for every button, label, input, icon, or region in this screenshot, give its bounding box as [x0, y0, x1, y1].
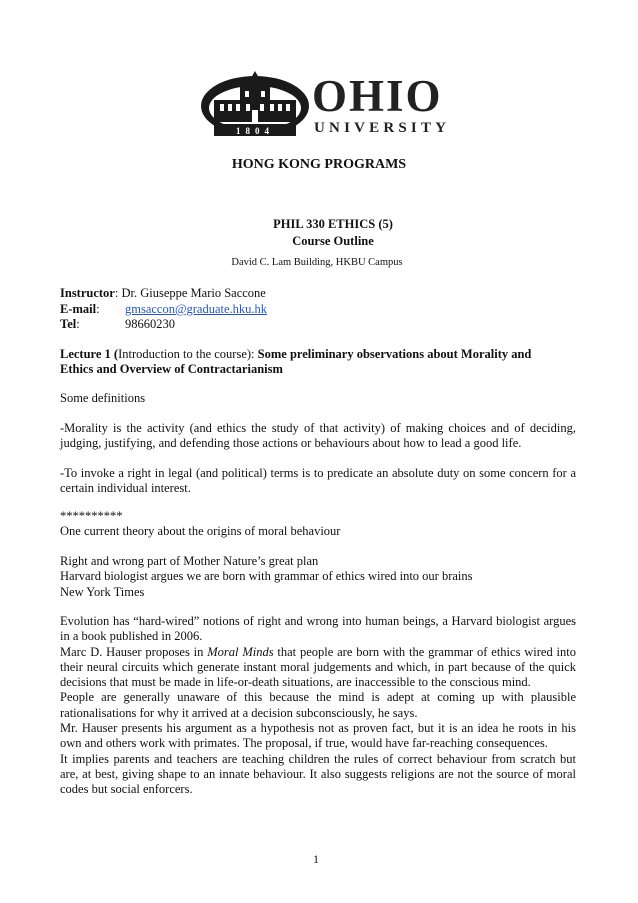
lecture-title-line2: Ethics and Overview of Contractarianism: [60, 362, 283, 377]
email-label: E-mail: [60, 302, 97, 316]
article-body: [60, 614, 576, 798]
email-link[interactable]: gmsaccon@graduate.hku.hk: [125, 302, 268, 316]
ohio-university-logo: [200, 70, 451, 142]
page-number: 1: [313, 852, 319, 866]
separator-stars: **********: [60, 509, 123, 523]
programs-heading: HONG KONG PROGRAMS: [231, 157, 407, 172]
paragraph-1: Evolution has “hard-wired” notions of right and wrong into human beings, a Harvard biologist argues in a book published in 2006.: [60, 614, 576, 644]
paragraph-2: Marc D. Hauser proposes in Moral Minds that people are born with the grammar of ethics wired into their neural circuits which generate instant moral judgements and which, in part because of the quick decisions that must be made in life-or-death situations, are inaccessible to the conscious mind.: [60, 644, 576, 690]
course-title: PHIL 330 ETHICS (5): [273, 217, 393, 231]
lecture-heading: [60, 347, 576, 378]
instructor-row: [60, 286, 266, 301]
tel-label: Tel: [60, 317, 77, 331]
lecture-separator: ):: [246, 347, 255, 361]
tel-value: 98660230: [125, 317, 175, 331]
venue-line: David C. Lam Building, HKBU Campus: [231, 257, 403, 268]
instructor-label: Instructor: [60, 286, 115, 300]
tel-row: [60, 317, 175, 332]
right-definition: -To invoke a right in legal (and political) terms is to predicate an absolute duty on some concern for a certain individual interest.: [60, 466, 576, 496]
article-source: New York Times: [60, 584, 145, 599]
article-subtitle: Harvard biologist argues we are born with grammar of ethics wired into our brains: [60, 569, 473, 584]
current-theory-line: One current theory about the origins of moral behaviour: [60, 524, 341, 538]
instructor-value: : Dr. Giuseppe Mario Saccone: [114, 286, 266, 300]
email-row: [60, 302, 268, 317]
paragraph-4: Mr. Hauser presents his argument as a hypothesis not as proven fact, but it is an idea he roots in his own and others work with primates. The proposal, if true, would have far-reaching consequences.: [60, 721, 576, 751]
logo-wordmark-ohio: OHIO: [312, 71, 443, 121]
definitions-heading: Some definitions: [60, 391, 146, 405]
email-colon: :: [96, 302, 100, 316]
morality-definition: -Morality is the activity (and ethics the study of that activity) of making choices and of deciding, judging, justifying, and defending those actions or behaviours about how to lead a good life.: [60, 421, 576, 451]
lecture-label: Lecture 1 (: [60, 347, 119, 361]
founding-year: 1804: [236, 126, 274, 136]
tel-colon: :: [76, 317, 80, 331]
course-outline-heading: Course Outline: [292, 234, 374, 248]
book-title: Moral Minds: [207, 644, 274, 659]
article-title: Right and wrong part of Mother Nature’s great plan: [60, 554, 319, 568]
paragraph-3: People are generally unaware of this because the mind is adept at coming up with plausible rationalisations for why it arrived at a decision subconsciously, he says.: [60, 690, 576, 720]
logo-wordmark-university: UNIVERSITY: [314, 120, 451, 136]
lecture-title-line1: Some preliminary observations about Morality and: [254, 347, 532, 361]
university-building-emblem: [200, 70, 310, 142]
paragraph-5: It implies parents and teachers are teaching children the rules of correct behaviour from scratch but are, at best, giving shape to an innate behaviour. It also suggests religions are not the source of moral codes but social enforcers.: [60, 751, 576, 797]
lecture-intro: Introduction to the course: [118, 347, 247, 361]
article-header: [60, 554, 576, 600]
